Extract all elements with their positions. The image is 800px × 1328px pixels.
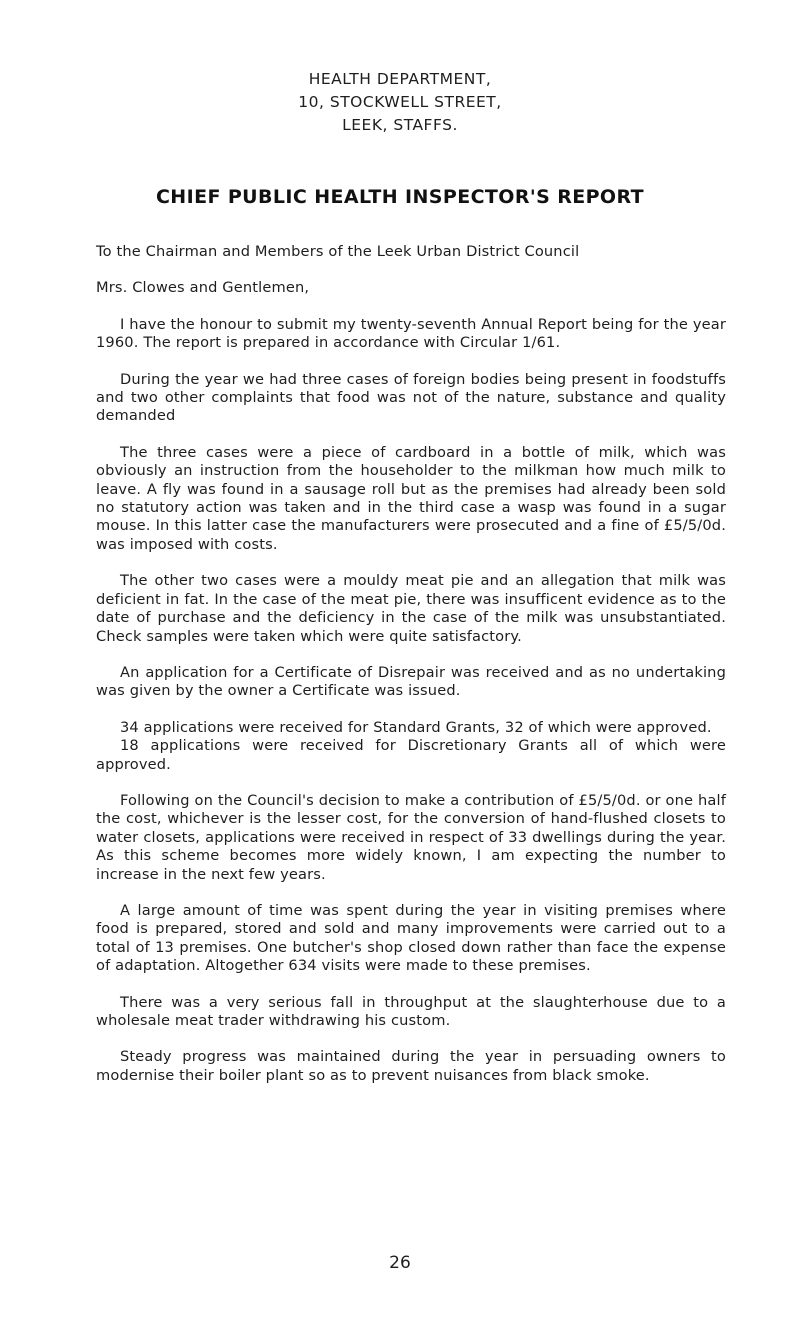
paragraph: 18 applications were received for Discretionary Grants all of which were approved. <box>96 737 726 773</box>
salutation-line: Mrs. Clowes and Gentlemen, <box>96 279 310 297</box>
report-body <box>96 243 726 1085</box>
paragraph: Steady progress was maintained during the year in persuading owners to modernise their boiler plant so as to prevent nuisances from black smoke. <box>96 1048 726 1084</box>
address-block <box>0 68 800 137</box>
paragraph: An application for a Certificate of Disrepair was received and as no undertaking was given by the owner a Certificate was issued. <box>96 663 726 700</box>
paragraph: The three cases were a piece of cardboard in a bottle of milk, which was obviously an instruction from the householder to the milkman how much milk to leave. A fly was found in a sausage roll but as the premises had already been sold no statutory action was taken and in the third case a wasp was found in a sugar mouse. In this latter case the manufacturers were prosecuted and a fine of £5/5/0d. was imposed with costs. <box>96 443 726 553</box>
report-title: CHIEF PUBLIC HEALTH INSPECTOR'S REPORT <box>155 186 645 208</box>
page-number: 26 <box>389 1253 411 1273</box>
paragraph: During the year we had three cases of foreign bodies being present in foodstuffs and two other complaints that food was not of the nature, substance and quality demanded <box>96 370 726 425</box>
paragraph: A large amount of time was spent during the year in visiting premises where food is prepared, stored and sold and many improvements were carried out to a total of 13 premises. One butcher's shop closed down rather than face the expense of adaptation. Altogether 634 visits were made to these premises. <box>96 901 726 975</box>
address-line: 10, STOCKWELL STREET, <box>298 93 502 111</box>
paragraph: Following on the Council's decision to make a contribution of £5/5/0d. or one half the cost, whichever is the lesser cost, for the conversion of hand-flushed closets to water closets, applications were received in respect of 33 dwellings during the year. As this scheme becomes more widely known, I am expecting the number to increase in the next few years. <box>96 791 726 883</box>
paragraph: I have the honour to submit my twenty-seventh Annual Report being for the year 1960. The report is prepared in accordance with Circular 1/61. <box>96 315 726 352</box>
paragraph: 34 applications were received for Standard Grants, 32 of which were approved. <box>120 718 712 736</box>
address-line: LEEK, STAFFS. <box>342 116 458 134</box>
paragraph: There was a very serious fall in throughput at the slaughterhouse due to a wholesale meat trader withdrawing his custom. <box>96 993 726 1029</box>
addressee-line: To the Chairman and Members of the Leek Urban District Council <box>96 243 580 260</box>
address-line: HEALTH DEPARTMENT, <box>308 70 492 88</box>
paragraph: The other two cases were a mouldy meat pie and an allegation that milk was deficient in fat. In the case of the meat pie, there was insufficent evidence as to the date of purchase and the deficiency in the case of the milk was unsubstantiated. Check samples were taken which were quite satisfactory. <box>96 572 726 645</box>
